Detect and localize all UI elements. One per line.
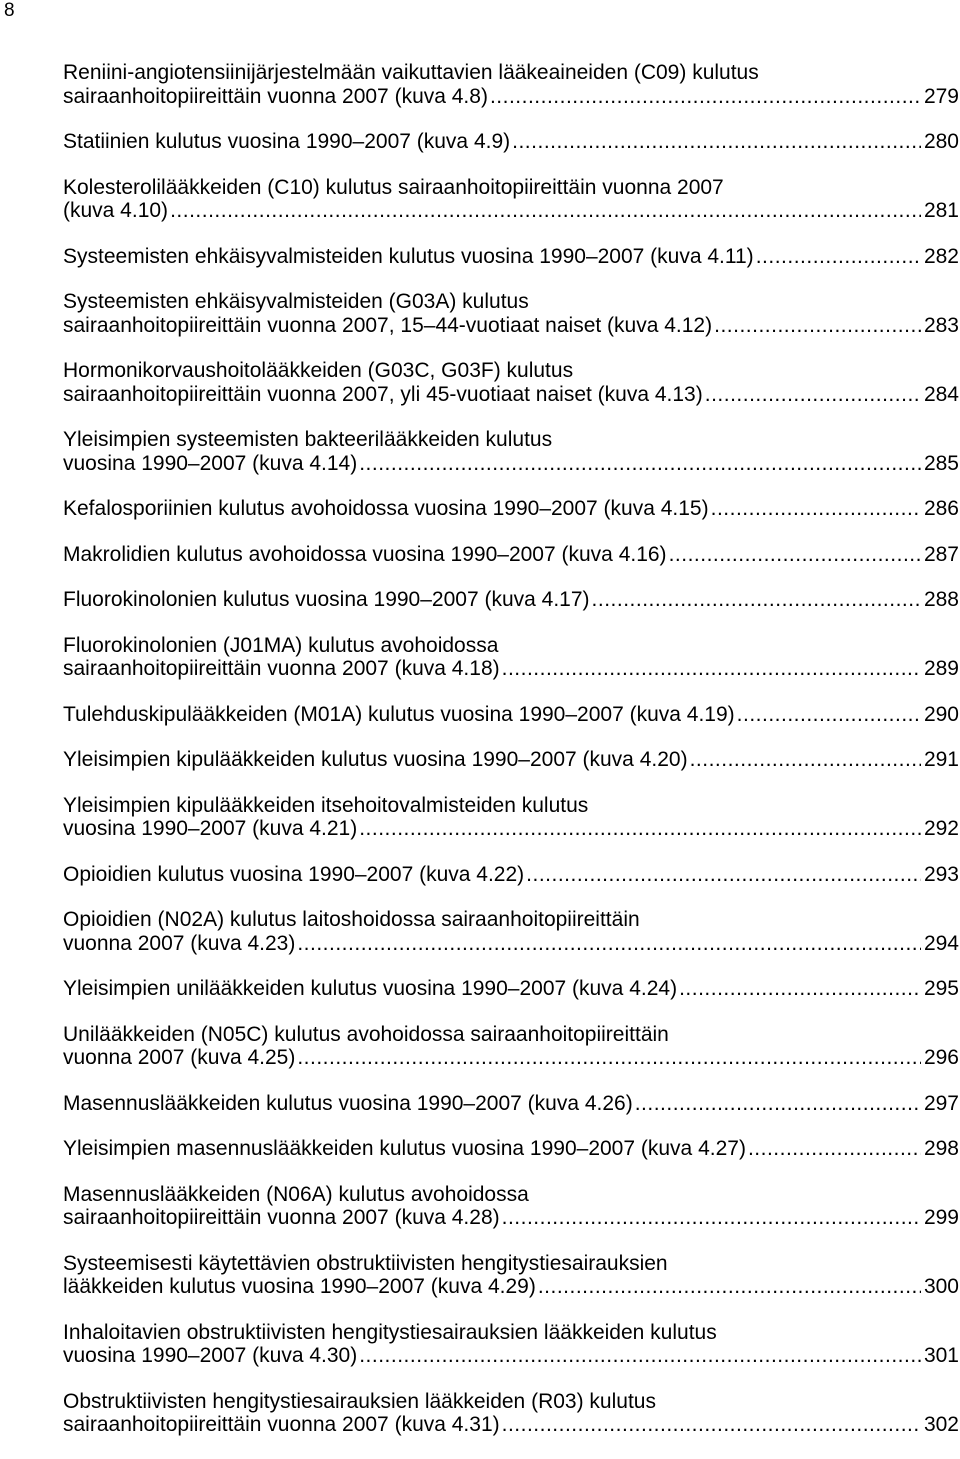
toc-entry-title: vuosina 1990–2007 (kuva 4.21) — [63, 817, 358, 840]
toc-entry-page-number: 283 — [923, 313, 959, 337]
dot-leader — [592, 588, 921, 612]
toc-entry-final-line — [63, 932, 959, 956]
toc-entry-title: Masennuslääkkeiden kulutus vuosina 1990–2007 (kuva 4.26) — [63, 1091, 633, 1115]
toc-entry-title: Fluorokinolonien kulutus vuosina 1990–2007 (kuva 4.17) — [63, 588, 590, 611]
toc-entry-title-line: Yleisimpien kipulääkkeiden itsehoitovalmisteiden kulutus — [63, 793, 589, 817]
dot-leader — [297, 932, 921, 956]
toc-entry-final-line — [63, 245, 959, 269]
toc-entry[interactable] — [63, 908, 959, 955]
toc-entry-title-line: Systeemisesti käytettävien obstruktiivisten hengitystiesairauksien — [63, 1251, 668, 1275]
toc-entry-title: sairaanhoitopiireittäin vuonna 2007, 15–44-vuotiaat naiset (kuva 4.12) — [63, 313, 713, 337]
toc-entry-title: vuosina 1990–2007 (kuva 4.30) — [63, 1344, 358, 1367]
dot-leader — [526, 863, 921, 887]
toc-entry-page-number: 300 — [923, 1275, 959, 1298]
dot-leader — [756, 245, 921, 269]
page-number: 8 — [4, 0, 15, 21]
toc-entry-page-number: 295 — [923, 977, 959, 1000]
toc-entry[interactable] — [63, 748, 959, 772]
toc-entry-page-number: 296 — [923, 1046, 959, 1069]
toc-entry[interactable] — [63, 130, 959, 154]
toc-entry-title-line: Masennuslääkkeiden (N06A) kulutus avohoidossa — [63, 1182, 529, 1206]
dot-leader — [748, 1137, 921, 1161]
toc-entry-final-line — [63, 1092, 959, 1116]
toc-entry-title: Yleisimpien masennuslääkkeiden kulutus vuosina 1990–2007 (kuva 4.27) — [63, 1137, 746, 1160]
dot-leader — [714, 314, 921, 338]
dot-leader — [297, 1046, 921, 1070]
toc-entry-title-line: Systeemisten ehkäisyvalmisteiden (G03A) kulutus — [63, 290, 529, 313]
toc-entry-final-line — [63, 130, 959, 154]
toc-entry-final-line — [63, 497, 959, 521]
toc-entry-page-number: 288 — [923, 588, 959, 611]
toc-entry-title: Yleisimpien unilääkkeiden kulutus vuosina 1990–2007 (kuva 4.24) — [63, 977, 678, 1000]
toc-entry[interactable] — [63, 1390, 959, 1437]
toc-entry-page-number: 298 — [923, 1137, 959, 1160]
toc-entry-page-number: 287 — [923, 542, 959, 566]
toc-entry-page-number: 279 — [923, 84, 959, 108]
toc-entry[interactable] — [63, 290, 959, 337]
toc-entry[interactable] — [63, 1321, 959, 1368]
toc-entry-page-number: 280 — [923, 130, 959, 153]
toc-entry-title: (kuva 4.10) — [63, 199, 169, 222]
toc-entry-page-number: 294 — [923, 931, 959, 955]
toc-entry-page-number: 290 — [923, 702, 959, 726]
toc-entry-title: Opioidien kulutus vuosina 1990–2007 (kuva 4.22) — [63, 862, 525, 886]
toc-entry[interactable] — [63, 794, 959, 841]
dot-leader — [538, 1275, 921, 1299]
toc-entry-title-line: Yleisimpien systeemisten bakteerilääkkeiden kulutus — [63, 428, 553, 451]
dot-leader — [711, 497, 921, 521]
dot-leader — [705, 383, 921, 407]
toc-entry-title: Tulehduskipulääkkeiden (M01A) kulutus vuosina 1990–2007 (kuva 4.19) — [63, 702, 735, 726]
toc-entry-title: Statiinien kulutus vuosina 1990–2007 (kuva 4.9) — [63, 130, 511, 153]
toc-entry[interactable] — [63, 428, 959, 475]
toc-entry-final-line — [63, 588, 959, 612]
toc-entry-final-line — [63, 314, 959, 338]
toc-entry-final-line — [63, 1206, 959, 1230]
toc-entry-page-number: 282 — [923, 244, 959, 268]
toc-entry-page-number: 297 — [923, 1091, 959, 1115]
toc-entry[interactable] — [63, 245, 959, 269]
toc-entry-final-line — [63, 977, 959, 1001]
toc-entry[interactable] — [63, 359, 959, 406]
toc-entry-title: vuosina 1990–2007 (kuva 4.14) — [63, 451, 358, 475]
toc-entry[interactable] — [63, 1023, 959, 1070]
toc-entry[interactable] — [63, 703, 959, 727]
toc-entry[interactable] — [63, 588, 959, 612]
toc-entry-title: sairaanhoitopiireittäin vuonna 2007 (kuva 4.18) — [63, 657, 500, 680]
toc-entry-title-line: Kolesterolilääkkeiden (C10) kulutus sairaanhoitopiireittäin vuonna 2007 — [63, 175, 724, 199]
dot-leader — [737, 703, 921, 727]
toc-entry-title: Makrolidien kulutus avohoidossa vuosina 1990–2007 (kuva 4.16) — [63, 542, 667, 566]
toc-entry-page-number: 286 — [923, 497, 959, 520]
toc-entry-title: vuonna 2007 (kuva 4.23) — [63, 931, 296, 955]
toc-entry-title: sairaanhoitopiireittäin vuonna 2007 (kuva 4.28) — [63, 1206, 500, 1229]
toc-entry[interactable] — [63, 497, 959, 521]
toc-entry-final-line — [63, 1413, 959, 1437]
dot-leader — [359, 1344, 921, 1368]
toc-entry-title-line: Inhaloitavien obstruktiivisten hengitystiesairauksien lääkkeiden kulutus — [63, 1320, 717, 1344]
toc-entry[interactable] — [63, 543, 959, 567]
toc-entry[interactable] — [63, 1183, 959, 1230]
toc-entry-final-line — [63, 452, 959, 476]
dot-leader — [512, 130, 921, 154]
toc-entry-title-line: Reniini-angiotensiinijärjestelmään vaikuttavien lääkeaineiden (C09) kulutus — [63, 61, 759, 84]
dot-leader — [635, 1092, 921, 1116]
toc-entry-final-line — [63, 657, 959, 681]
toc-entry-title: sairaanhoitopiireittäin vuonna 2007 (kuva 4.31) — [63, 1413, 500, 1436]
toc-entry-final-line — [63, 1344, 959, 1368]
toc-entry[interactable] — [63, 1092, 959, 1116]
toc-entry-final-line — [63, 863, 959, 887]
toc-entry[interactable] — [63, 863, 959, 887]
toc-entry-title: vuonna 2007 (kuva 4.25) — [63, 1046, 296, 1069]
toc-entry-title: sairaanhoitopiireittäin vuonna 2007 (kuva 4.8) — [63, 84, 488, 108]
toc-entry-page-number: 301 — [923, 1344, 959, 1367]
toc-entry-final-line — [63, 1275, 959, 1299]
toc-entry-page-number: 281 — [923, 199, 959, 222]
dot-leader — [679, 977, 921, 1001]
dot-leader — [502, 657, 921, 681]
toc-entry-page-number: 299 — [923, 1206, 959, 1229]
toc-entry-final-line — [63, 85, 959, 109]
toc-entry-title-line: Obstruktiivisten hengitystiesairauksien lääkkeiden (R03) kulutus — [63, 1389, 656, 1413]
toc-entry[interactable] — [63, 176, 959, 223]
table-of-contents — [63, 61, 959, 1459]
toc-entry-title-line: Unilääkkeiden (N05C) kulutus avohoidossa sairaanhoitopiireittäin — [63, 1022, 669, 1046]
toc-entry-final-line — [63, 748, 959, 772]
dot-leader — [359, 452, 921, 476]
toc-entry-final-line — [63, 817, 959, 841]
toc-entry-page-number: 284 — [923, 382, 959, 406]
toc-entry-final-line — [63, 1046, 959, 1070]
toc-entry-title: Systeemisten ehkäisyvalmisteiden kulutus vuosina 1990–2007 (kuva 4.11) — [63, 244, 754, 268]
toc-entry-title-line: Fluorokinolonien (J01MA) kulutus avohoidossa — [63, 633, 499, 657]
toc-entry-title: sairaanhoitopiireittäin vuonna 2007, yli 45-vuotiaat naiset (kuva 4.13) — [63, 382, 703, 406]
toc-entry-title-line: Opioidien (N02A) kulutus laitoshoidossa sairaanhoitopiireittäin — [63, 908, 640, 931]
toc-entry-final-line — [63, 703, 959, 727]
toc-entry-page-number: 289 — [923, 657, 959, 680]
dot-leader — [490, 85, 921, 109]
toc-entry-page-number: 292 — [923, 817, 959, 840]
dot-leader — [669, 543, 921, 567]
toc-entry-title-line: Hormonikorvaushoitolääkkeiden (G03C, G03F) kulutus — [63, 359, 574, 382]
toc-entry[interactable] — [63, 1252, 959, 1299]
dot-leader — [359, 817, 921, 841]
toc-entry-title: Yleisimpien kipulääkkeiden kulutus vuosina 1990–2007 (kuva 4.20) — [63, 748, 688, 771]
dot-leader — [502, 1206, 921, 1230]
dot-leader — [690, 748, 921, 772]
toc-entry[interactable] — [63, 977, 959, 1001]
toc-entry[interactable] — [63, 1137, 959, 1161]
toc-entry[interactable] — [63, 61, 959, 108]
toc-entry-page-number: 302 — [923, 1413, 959, 1436]
dot-leader — [170, 199, 921, 223]
toc-entry-final-line — [63, 199, 959, 223]
toc-entry-page-number: 285 — [923, 451, 959, 475]
toc-entry-final-line — [63, 543, 959, 567]
dot-leader — [502, 1413, 921, 1437]
toc-entry-title: lääkkeiden kulutus vuosina 1990–2007 (kuva 4.29) — [63, 1275, 536, 1298]
toc-entry-final-line — [63, 383, 959, 407]
toc-entry-title: Kefalosporiinien kulutus avohoidossa vuosina 1990–2007 (kuva 4.15) — [63, 497, 709, 520]
toc-entry-page-number: 291 — [923, 748, 959, 771]
toc-entry-page-number: 293 — [923, 862, 959, 886]
toc-entry-final-line — [63, 1137, 959, 1161]
toc-entry[interactable] — [63, 634, 959, 681]
